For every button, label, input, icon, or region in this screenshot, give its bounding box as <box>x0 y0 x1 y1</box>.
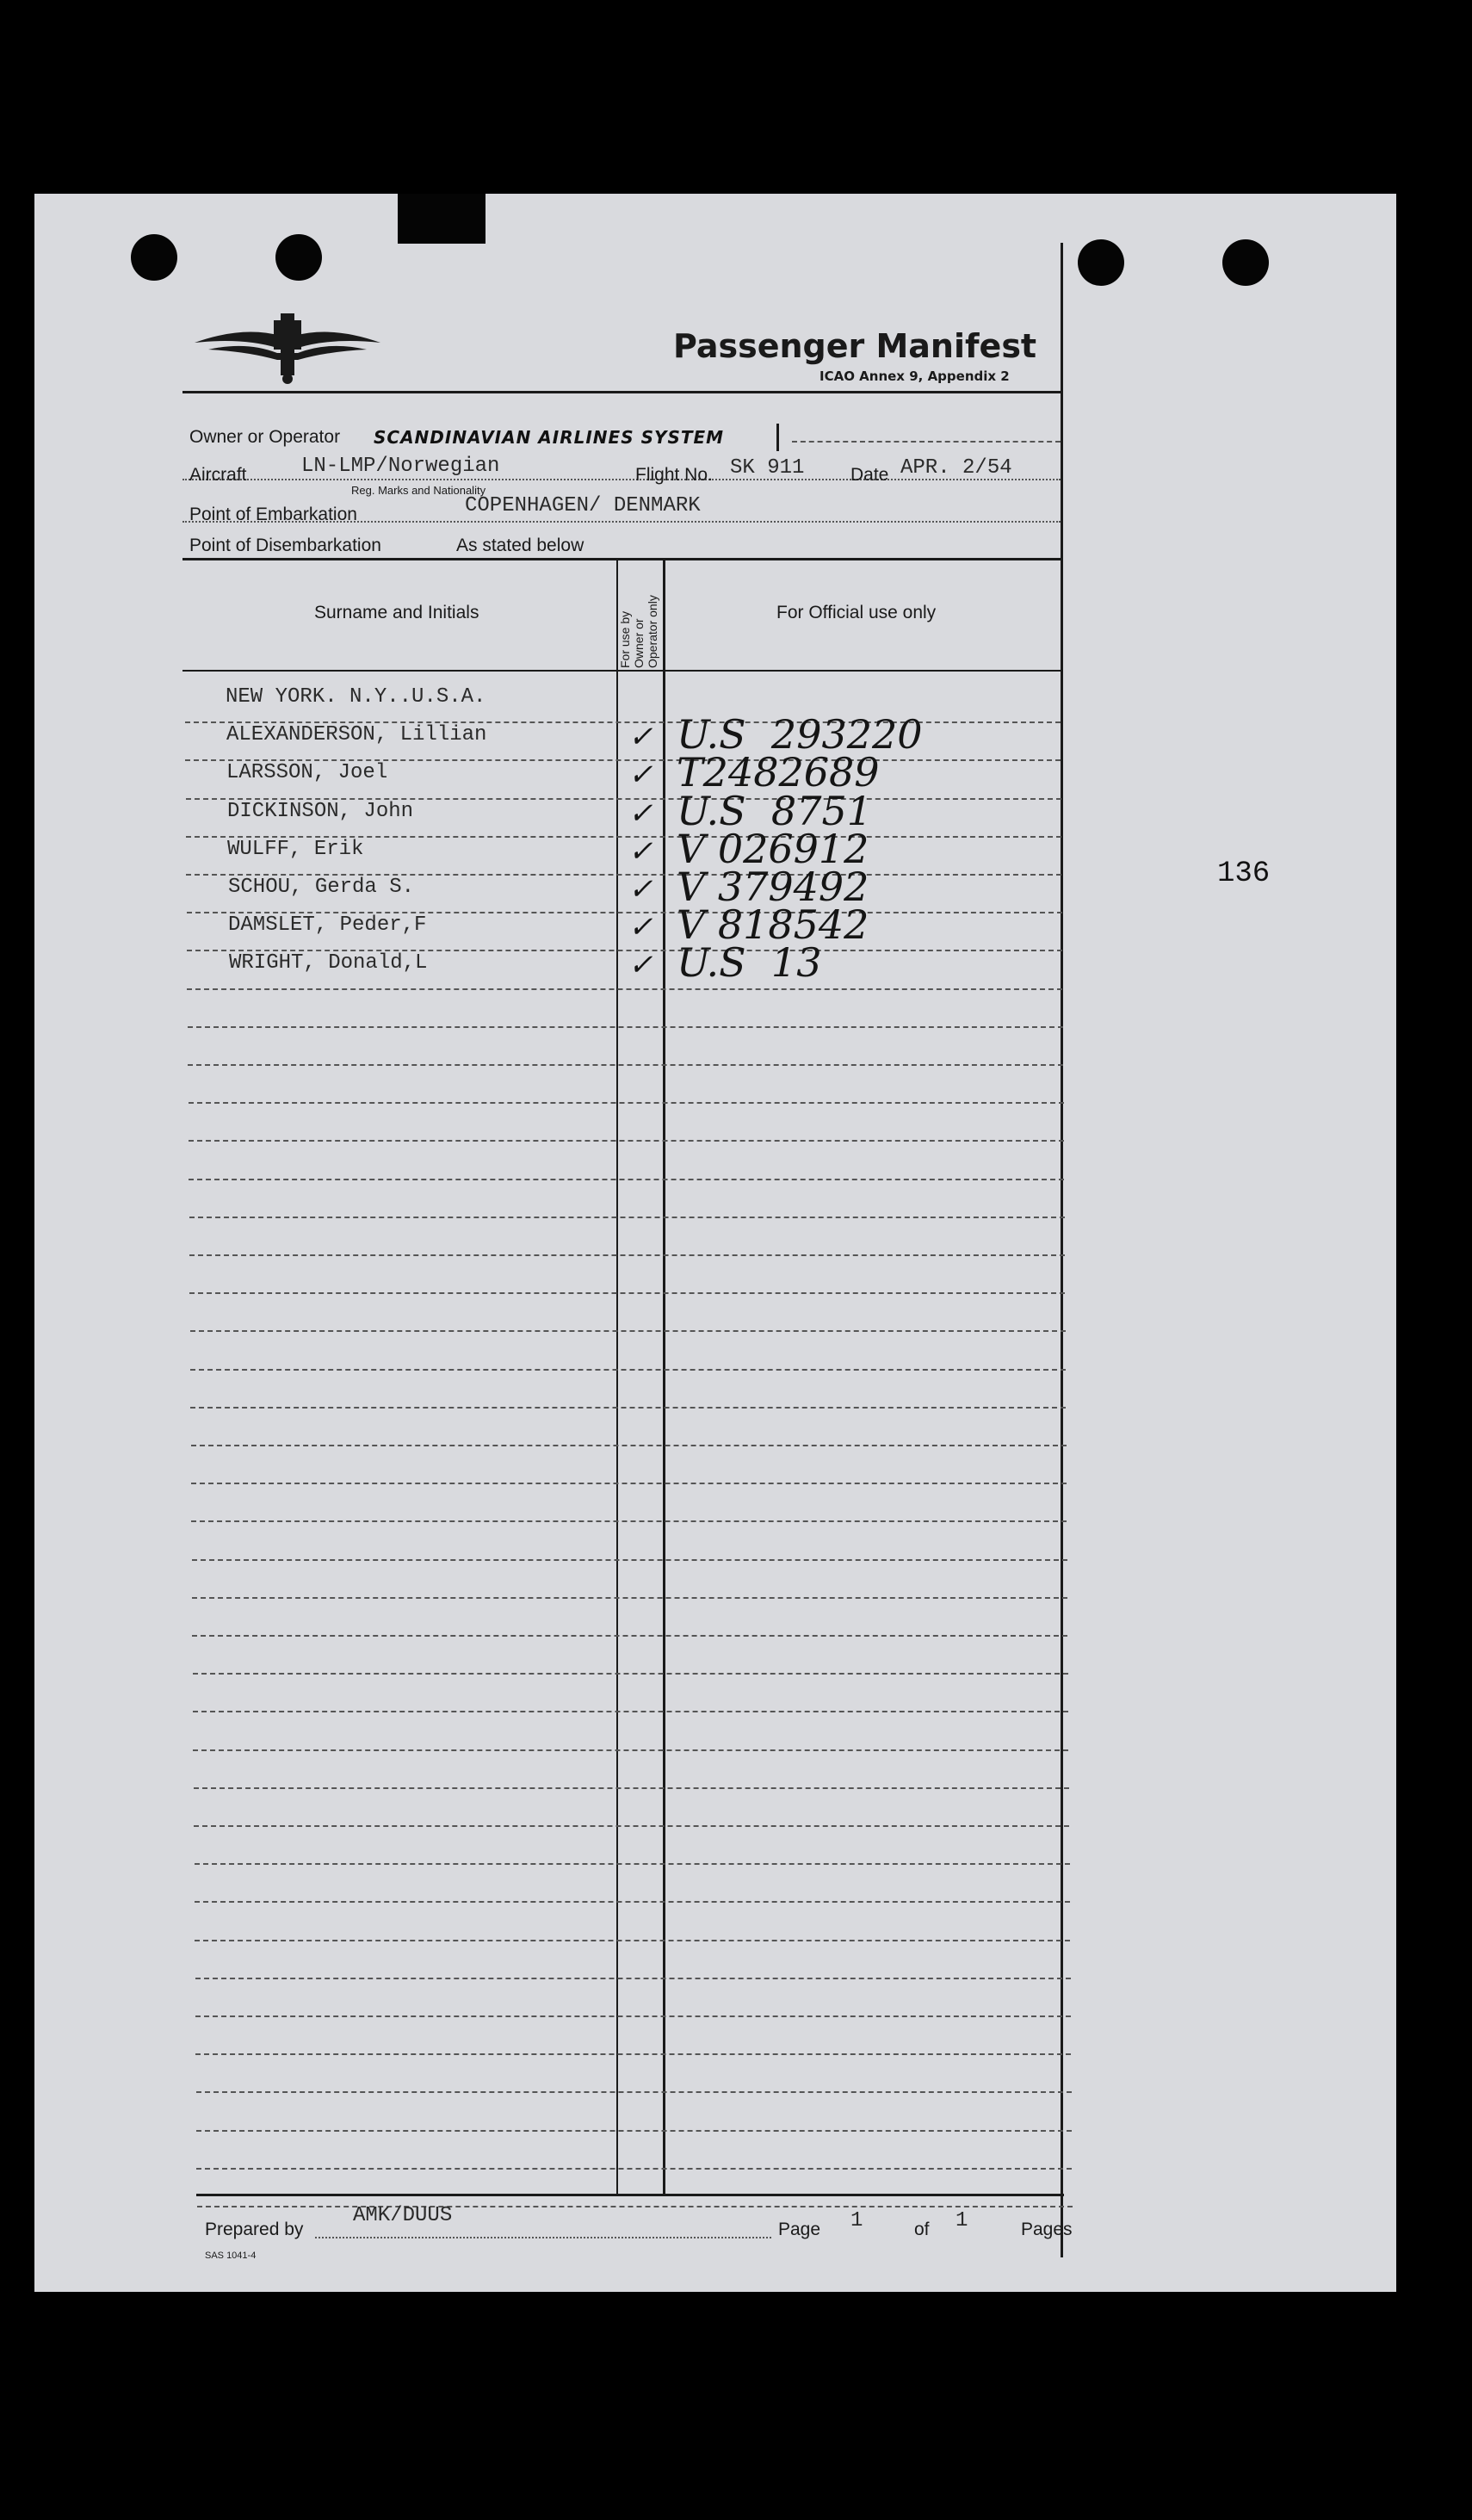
row-rule <box>196 2168 1072 2170</box>
passenger-name: WRIGHT, Donald,L <box>229 951 428 975</box>
row-rule <box>195 1940 1070 1942</box>
passenger-name: DICKINSON, John <box>227 800 414 823</box>
row-rule <box>188 1026 1063 1029</box>
passenger-name: NEW YORK. N.Y..U.S.A. <box>226 685 486 709</box>
row-rule <box>191 1445 1067 1447</box>
aircraft-label: Aircraft <box>189 465 247 485</box>
page-title: Passenger Manifest <box>673 327 1037 365</box>
info-rule <box>792 441 1061 443</box>
punch-hole <box>275 234 322 281</box>
row-rule <box>189 1140 1064 1142</box>
header-divider <box>182 391 1062 393</box>
column-separator <box>616 560 618 2195</box>
official-entry: V 379492 <box>677 864 869 910</box>
owner-column-header: For use by Owner or Operator only <box>618 595 659 668</box>
row-rule <box>196 2130 1072 2133</box>
row-rule <box>189 1292 1065 1295</box>
owner-check-mark: ✓ <box>628 872 653 907</box>
row-rule <box>192 1635 1067 1638</box>
row-rule <box>193 1749 1068 1752</box>
row-rule <box>189 1179 1064 1181</box>
row-rule <box>197 2206 1073 2208</box>
margin-number: 136 <box>1217 858 1271 890</box>
row-rule <box>193 1673 1068 1675</box>
owner-mark <box>776 424 779 451</box>
official-entry: U.S 8751 <box>677 788 872 834</box>
row-rule <box>195 2015 1071 2018</box>
row-rule <box>194 1787 1069 1790</box>
row-rule <box>187 988 1062 991</box>
passenger-name: LARSSON, Joel <box>226 761 388 784</box>
row-rule <box>195 1863 1070 1866</box>
date-label: Date <box>850 465 889 485</box>
row-rule <box>195 1978 1071 1980</box>
aircraft-value: LN-LMP/Norwegian <box>301 455 500 478</box>
flight-no-value: SK 911 <box>730 456 805 480</box>
airline-logo-icon <box>191 310 384 387</box>
row-rule <box>188 1064 1063 1067</box>
embarkation-value: COPENHAGEN/ DENMARK <box>465 494 701 517</box>
embarkation-label: Point of Embarkation <box>189 505 357 524</box>
right-border <box>1061 243 1063 2257</box>
disembarkation-label: Point of Disembarkation <box>189 536 381 555</box>
date-value: APR. 2/54 <box>900 456 1012 480</box>
official-entry: V 818542 <box>677 901 869 948</box>
owner-check-mark: ✓ <box>628 910 653 944</box>
row-rule <box>195 2053 1071 2056</box>
row-rule <box>196 2091 1072 2094</box>
passenger-name: SCHOU, Gerda S. <box>228 876 415 899</box>
prepared-by-value: AMK/DUUS <box>353 2204 453 2227</box>
official-column-header: For Official use only <box>776 603 937 622</box>
total-pages: 1 <box>956 2209 968 2232</box>
disembarkation-value: As stated below <box>456 536 584 555</box>
row-rule <box>191 1483 1067 1485</box>
flight-no-label: Flight No. <box>635 465 713 485</box>
page-label: Page <box>778 2220 821 2239</box>
row-rule <box>189 1217 1065 1219</box>
passenger-name: DAMSLET, Peder,F <box>228 913 427 937</box>
owner-check-mark: ✓ <box>628 720 653 754</box>
owner-label: Owner or Operator <box>189 427 341 447</box>
official-entry: U.S 13 <box>677 939 822 986</box>
punch-hole <box>131 234 177 281</box>
row-rule <box>193 1711 1068 1713</box>
owner-check-mark: ✓ <box>628 758 653 792</box>
row-rule <box>190 1369 1066 1371</box>
row-rule <box>192 1559 1067 1562</box>
punch-hole <box>1222 239 1269 286</box>
owner-check-mark: ✓ <box>628 948 653 982</box>
footer-rule <box>315 2237 771 2239</box>
column-header-divider <box>182 670 1062 672</box>
row-rule <box>194 1825 1069 1828</box>
official-entry: T2482689 <box>677 749 880 796</box>
owner-check-mark: ✓ <box>628 796 653 831</box>
row-rule <box>195 1901 1070 1904</box>
of-label: of <box>914 2220 930 2239</box>
official-entry: V 026912 <box>677 826 869 872</box>
row-rule <box>191 1520 1067 1523</box>
form-divider <box>182 558 1062 560</box>
surname-column-header: Surname and Initials <box>314 603 479 622</box>
page-number: 1 <box>850 2209 863 2232</box>
row-rule <box>189 1254 1065 1257</box>
pages-label: Pages <box>1021 2220 1073 2239</box>
passenger-name: WULFF, Erik <box>227 838 364 861</box>
row-rule <box>189 1102 1064 1105</box>
column-separator <box>663 560 665 2195</box>
reg-marks-label: Reg. Marks and Nationality <box>351 484 486 497</box>
row-rule <box>190 1330 1066 1333</box>
footer-divider <box>196 2194 1064 2196</box>
prepared-by-label: Prepared by <box>205 2220 304 2239</box>
punch-hole <box>1078 239 1124 286</box>
owner-value: SCANDINAVIAN AIRLINES SYSTEM <box>374 427 725 448</box>
official-entry: U.S 293220 <box>677 711 923 758</box>
page-subtitle: ICAO Annex 9, Appendix 2 <box>819 368 1010 384</box>
row-rule <box>190 1407 1066 1409</box>
paper-notch <box>398 194 486 244</box>
passenger-name: ALEXANDERSON, Lillian <box>226 723 487 746</box>
owner-check-mark: ✓ <box>628 834 653 869</box>
form-code: SAS 1041-4 <box>205 2251 257 2261</box>
row-rule <box>192 1597 1067 1600</box>
